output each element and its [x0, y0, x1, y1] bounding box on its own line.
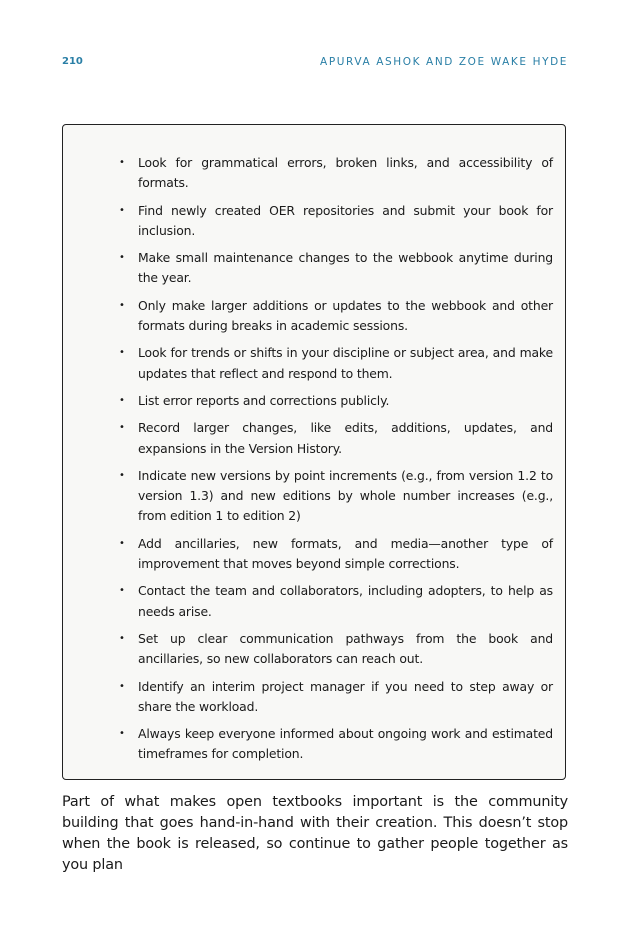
checklist-item — [119, 296, 553, 336]
checklist-item-text: Make small maintenance changes to the webbook anytime during the year. — [138, 250, 553, 286]
checklist-item-text: List error reports and corrections publicly. — [138, 392, 390, 408]
page-number: 210 — [62, 56, 83, 67]
checklist-item-text: Find newly created OER repositories and submit your book for inclusion. — [138, 202, 553, 238]
checklist-item — [119, 201, 553, 241]
checklist-item-text: Only make larger additions or updates to the webbook and other formats during breaks in academic sessions. — [138, 297, 553, 333]
checklist-item-text: Look for grammatical errors, broken links, and accessibility of formats. — [138, 155, 553, 191]
checklist-item — [119, 677, 553, 717]
body-paragraph: Part of what makes open textbooks important is the community building that goes hand-in-hand with their creation. This doesn’t stop when the book is released, so continue to gather people together as you plan — [62, 794, 568, 873]
checklist-item — [119, 534, 553, 574]
running-header — [62, 56, 568, 70]
checklist-item — [119, 248, 553, 288]
checklist-item-text: Record larger changes, like edits, additions, updates, and expansions in the Version History. — [138, 420, 553, 456]
bullet-icon: • — [119, 632, 125, 644]
bullet-icon: • — [119, 252, 125, 264]
bullet-icon: • — [119, 537, 125, 549]
checklist-item — [119, 724, 553, 764]
checklist-item — [119, 418, 553, 458]
bullet-icon: • — [119, 394, 125, 406]
checklist-item — [119, 629, 553, 669]
bullet-icon: • — [119, 157, 125, 168]
checklist-item — [119, 343, 553, 383]
bullet-icon: • — [119, 299, 125, 311]
bullet-icon: • — [119, 422, 125, 434]
checklist-item-text: Always keep everyone informed about ongoing work and estimated timeframes for completion. — [138, 726, 553, 762]
running-title: APURVA ASHOK AND ZOE WAKE HYDE — [320, 56, 568, 68]
checklist-box — [62, 124, 566, 780]
bullet-icon: • — [119, 680, 125, 692]
checklist-item-text: Indicate new versions by point increments (e.g., from version 1.2 to version 1.3) and new editions by whole number increases (e.g., from edition 1 to edition 2) — [138, 467, 553, 524]
checklist-item — [119, 153, 553, 193]
checklist-item — [119, 466, 553, 527]
bullet-icon: • — [119, 347, 125, 359]
checklist-item-text: Set up clear communication pathways from the book and ancillaries, so new collaborators can reach out. — [138, 630, 553, 667]
bullet-icon: • — [119, 204, 125, 216]
checklist-item — [119, 391, 553, 411]
checklist-item — [119, 581, 553, 621]
checklist — [119, 153, 553, 772]
checklist-item-text: Look for trends or shifts in your discipline or subject area, and make updates that reflect and respond to them. — [138, 345, 553, 381]
bullet-icon: • — [119, 469, 125, 481]
bullet-icon: • — [119, 585, 125, 597]
bullet-icon: • — [119, 728, 125, 740]
checklist-item-text: Add ancillaries, new formats, and media—another type of improvement that moves beyond simple corrections. — [138, 535, 553, 571]
checklist-item-text: Identify an interim project manager if you need to step away or share the workload. — [138, 678, 553, 714]
checklist-item-text: Contact the team and collaborators, including adopters, to help as needs arise. — [138, 583, 553, 619]
